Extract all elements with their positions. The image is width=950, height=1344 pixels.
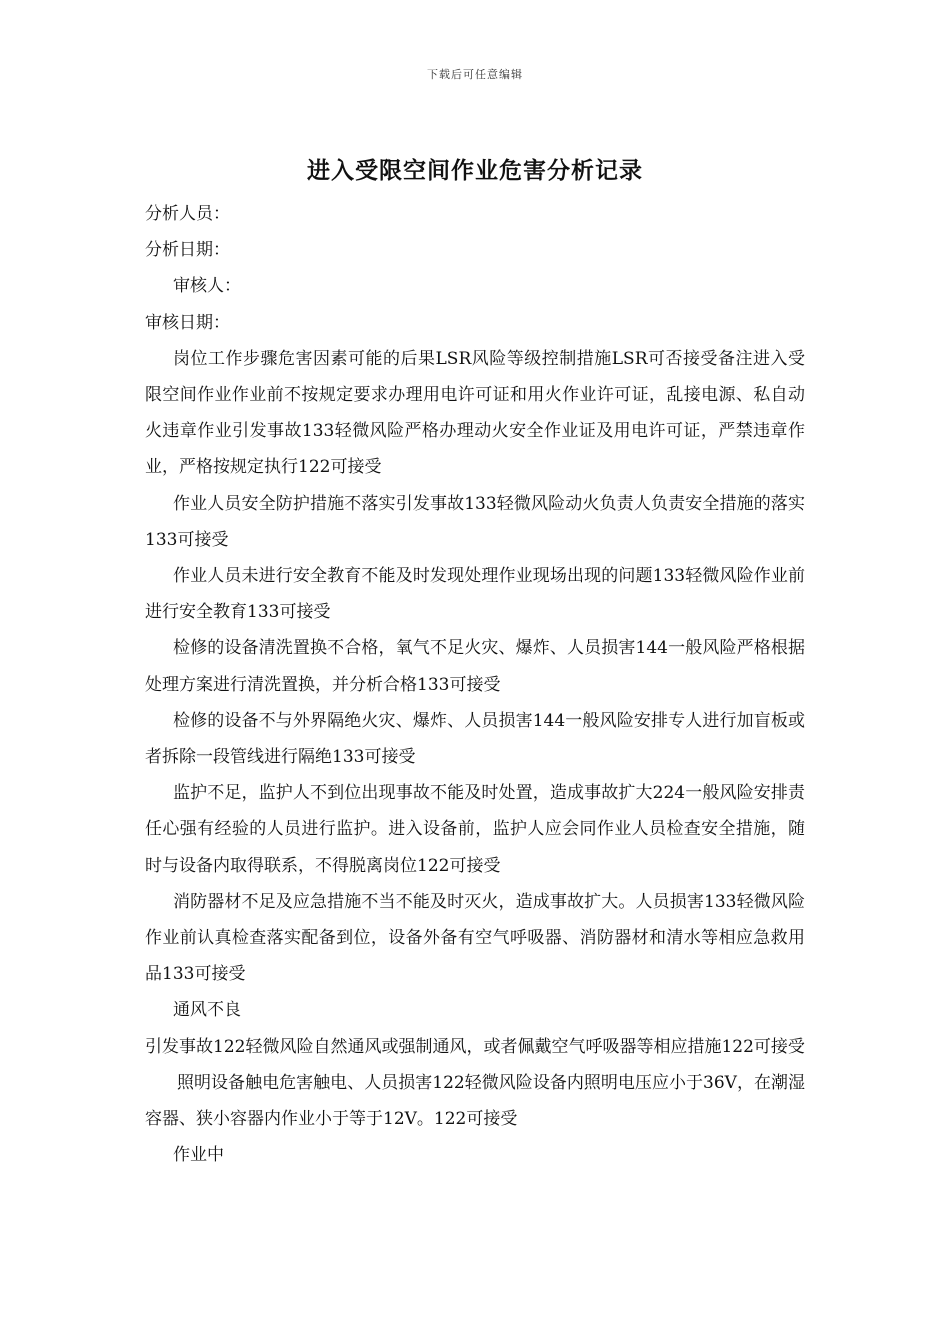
paragraph: 消防器材不足及应急措施不当不能及时灭火，造成事故扩大。人员损害133轻微风险作业前认真检查落实配备到位，设备外备有空气呼吸器、消防器材和清水等相应急救用品133可接受 xyxy=(145,891,805,985)
header-note: 下载后可任意编辑 xyxy=(427,68,523,81)
analyst-field: 分析人员： xyxy=(145,204,230,224)
reviewer-field: 审核人： xyxy=(173,276,241,297)
paragraph: 作业中 xyxy=(173,1145,224,1166)
review-date-field: 审核日期： xyxy=(145,312,230,333)
analysis-date-field: 分析日期： xyxy=(145,240,230,261)
paragraph: 作业人员安全防护措施不落实引发事故133轻微风险动火负责人负责安全措施的落实133可接受 xyxy=(145,493,805,550)
paragraph: 检修的设备清洗置换不合格，氧气不足火灾、爆炸、人员损害144一般风险严格根据处理方案进行清洗置换，并分析合格133可接受 xyxy=(145,638,805,695)
paragraph: 作业人员未进行安全教育不能及时发现处理作业现场出现的问题133轻微风险作业前进行安全教育133可接受 xyxy=(145,566,805,623)
paragraph: 监护不足，监护人不到位出现事故不能及时处置，造成事故扩大224一般风险安排责任心强有经验的人员进行监护。进入设备前，监护人应会同作业人员检查安全措施，随时与设备内取得联系，不得脱离岗位122可接受 xyxy=(145,783,805,876)
paragraph: 岗位工作步骤危害因素可能的后果LSR风险等级控制措施LSR可否接受备注进入受限空间作业作业前不按规定要求办理用电许可证和用火作业许可证，乱接电源、私自动火违章作业引发事故133轻微风险严格办理动火安全作业证及用电许可证，严禁违章作业，严格按规定执行122可接受 xyxy=(145,348,805,478)
paragraph: 通风不良 xyxy=(173,1000,241,1021)
document-title: 进入受限空间作业危害分析记录 xyxy=(307,158,643,184)
paragraph: 检修的设备不与外界隔绝火灾、爆炸、人员损害144一般风险安排专人进行加盲板或者拆除一段管线进行隔绝133可接受 xyxy=(145,710,805,768)
paragraph: 引发事故122轻微风险自然通风或强制通风，或者佩戴空气呼吸器等相应措施122可接受 xyxy=(145,1036,805,1057)
paragraph: 照明设备触电危害触电、人员损害122轻微风险设备内照明电压应小于36V，在潮湿容器、狭小容器内作业小于等于12V。122可接受 xyxy=(145,1072,805,1130)
document-body xyxy=(145,196,805,1173)
